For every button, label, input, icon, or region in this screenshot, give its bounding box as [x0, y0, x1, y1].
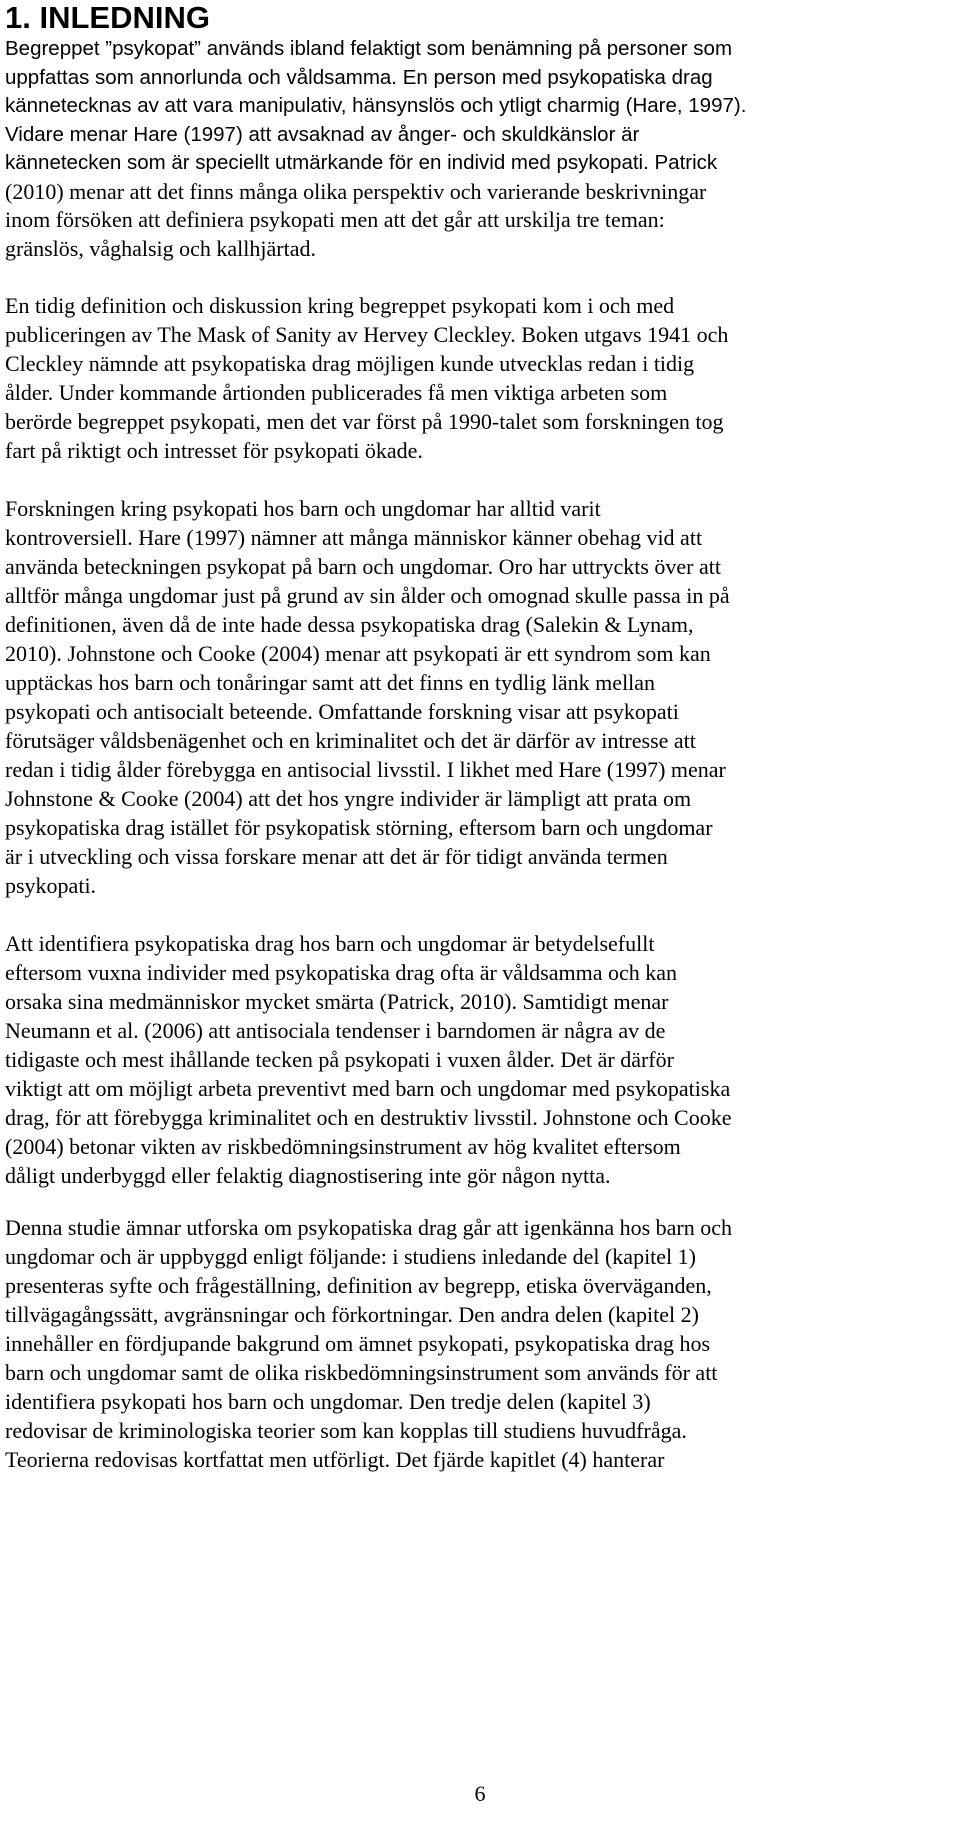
text-line: identifiera psykopati hos barn och ungdomar. Den tredje delen (kapitel 3) [5, 1389, 651, 1414]
text-line: Begreppet ”psykopat” används ibland felaktigt som benämning på personer som [5, 37, 733, 60]
text-line: kontroversiell. Hare (1997) nämner att många människor känner obehag vid att [5, 525, 703, 550]
text-line: publiceringen av The Mask of Sanity av Hervey Cleckley. Boken utgavs 1941 och [5, 322, 729, 347]
paragraph-4 [5, 929, 731, 1190]
text-line: eftersom vuxna individer med psykopatiska drag ofta är våldsamma och kan [5, 960, 678, 985]
text-line: Att identifiera psykopatiska drag hos barn och ungdomar är betydelsefullt [5, 931, 655, 956]
text-line: upptäckas hos barn och tonåringar samt att det finns en tydlig länk mellan [5, 670, 656, 695]
paragraph-3 [5, 494, 730, 900]
text-line: Forskningen kring psykopati hos barn och ungdomar har alltid varit [5, 496, 601, 521]
text-line: tillvägagångssätt, avgränsningar och förkortningar. Den andra delen (kapitel 2) [5, 1302, 699, 1327]
paragraph-2 [5, 291, 728, 465]
text-line: psykopati. [5, 873, 97, 898]
text-line: alltför många ungdomar just på grund av sin ålder och omognad skulle passa in på [5, 583, 730, 608]
text-line: ungdomar och är uppbyggd enligt följande: i studiens inledande del (kapitel 1) [5, 1244, 696, 1269]
text-line: definitionen, även då de inte hade dessa psykopatiska drag (Salekin & Lynam, [5, 612, 694, 637]
text-line: Teorierna redovisas kortfattat men utförligt. Det fjärde kapitlet (4) hanterar [5, 1447, 665, 1472]
text-line: gränslös, våghalsig och kallhjärtad. [5, 235, 316, 261]
text-line: förutsäger våldsbenägenhet och en kriminalitet och det är därför av intresse att [5, 728, 696, 753]
text-line: psykopati och antisocialt beteende. Omfattande forskning visar att psykopati [5, 699, 679, 724]
text-line: tidigaste och mest ihållande tecken på psykopati i vuxen ålder. Det är därför [5, 1047, 674, 1072]
text-line: viktigt att om möjligt arbeta preventivt med barn och ungdomar med psykopatiska [5, 1076, 731, 1101]
section-heading: 1. INLEDNING [5, 0, 210, 35]
text-line: dåligt underbyggd eller felaktig diagnostisering inte gör någon nytta. [5, 1163, 611, 1188]
text-line: orsaka sina medmänniskor mycket smärta (Patrick, 2010). Samtidigt menar [5, 989, 669, 1014]
text-line: innehåller en fördjupande bakgrund om ämnet psykopati, psykopatiska drag hos [5, 1331, 711, 1356]
text-line: ålder. Under kommande årtionden publicerades få men viktiga arbeten som [5, 380, 668, 405]
text-line: berörde begreppet psykopati, men det var först på 1990-talet som forskningen tog [5, 409, 724, 434]
text-line: inom försöken att definiera psykopati men att det går att urskilja tre teman: [5, 207, 665, 232]
text-line: kännetecknas av att vara manipulativ, hänsynslös och ytligt charmig (Hare, 1997). [5, 94, 747, 117]
text-line: (2004) betonar vikten av riskbedömningsinstrument av hög kvalitet eftersom [5, 1134, 681, 1159]
text-line: Cleckley nämnde att psykopatiska drag möjligen kunde utvecklas redan i tidig [5, 351, 695, 376]
paragraph-1 [5, 35, 746, 263]
text-line: fart på riktigt och intresset för psykopati ökade. [5, 438, 423, 463]
text-line: drag, för att förebygga kriminalitet och en destruktiv livsstil. Johnstone och Cooke [5, 1105, 732, 1130]
text-line: presenteras syfte och frågeställning, definition av begrepp, etiska överväganden, [5, 1273, 712, 1298]
page-number: 6 [474, 1781, 486, 1806]
text-line: redovisar de kriminologiska teorier som kan kopplas till studiens huvudfråga. [5, 1418, 687, 1443]
text-line: psykopatiska drag istället för psykopatisk störning, eftersom barn och ungdomar [5, 815, 713, 840]
text-line: använda beteckningen psykopat på barn och ungdomar. Oro har uttryckts över att [5, 554, 721, 579]
text-line: Vidare menar Hare (1997) att avsaknad av ånger- och skuldkänslor är [5, 122, 640, 146]
text-line: (2010) menar att det finns många olika perspektiv och varierande beskrivningar [5, 178, 707, 204]
text-line: Johnstone & Cooke (2004) att det hos yngre individer är lämpligt att prata om [5, 786, 692, 811]
text-line: redan i tidig ålder förebygga en antisocial livsstil. I likhet med Hare (1997) menar [5, 757, 726, 782]
text-line: uppfattas som annorlunda och våldsamma. En person med psykopatiska drag [5, 65, 713, 89]
text-line: kännetecken som är speciellt utmärkande för en individ med psykopati. Patrick [5, 151, 718, 174]
text-line: En tidig definition och diskussion kring begreppet psykopati kom i och med [5, 293, 675, 318]
text-line: Denna studie ämnar utforska om psykopatiska drag går att igenkänna hos barn och [5, 1215, 733, 1240]
text-line: är i utveckling och vissa forskare menar att det är för tidigt använda termen [5, 844, 668, 869]
text-line: 2010). Johnstone och Cooke (2004) menar att psykopati är ett syndrom som kan [5, 641, 711, 666]
text-line: barn och ungdomar samt de olika riskbedömningsinstrument som används för att [5, 1360, 718, 1385]
text-line: Neumann et al. (2006) att antisociala tendenser i barndomen är några av de [5, 1018, 666, 1043]
paragraph-5 [5, 1213, 732, 1474]
